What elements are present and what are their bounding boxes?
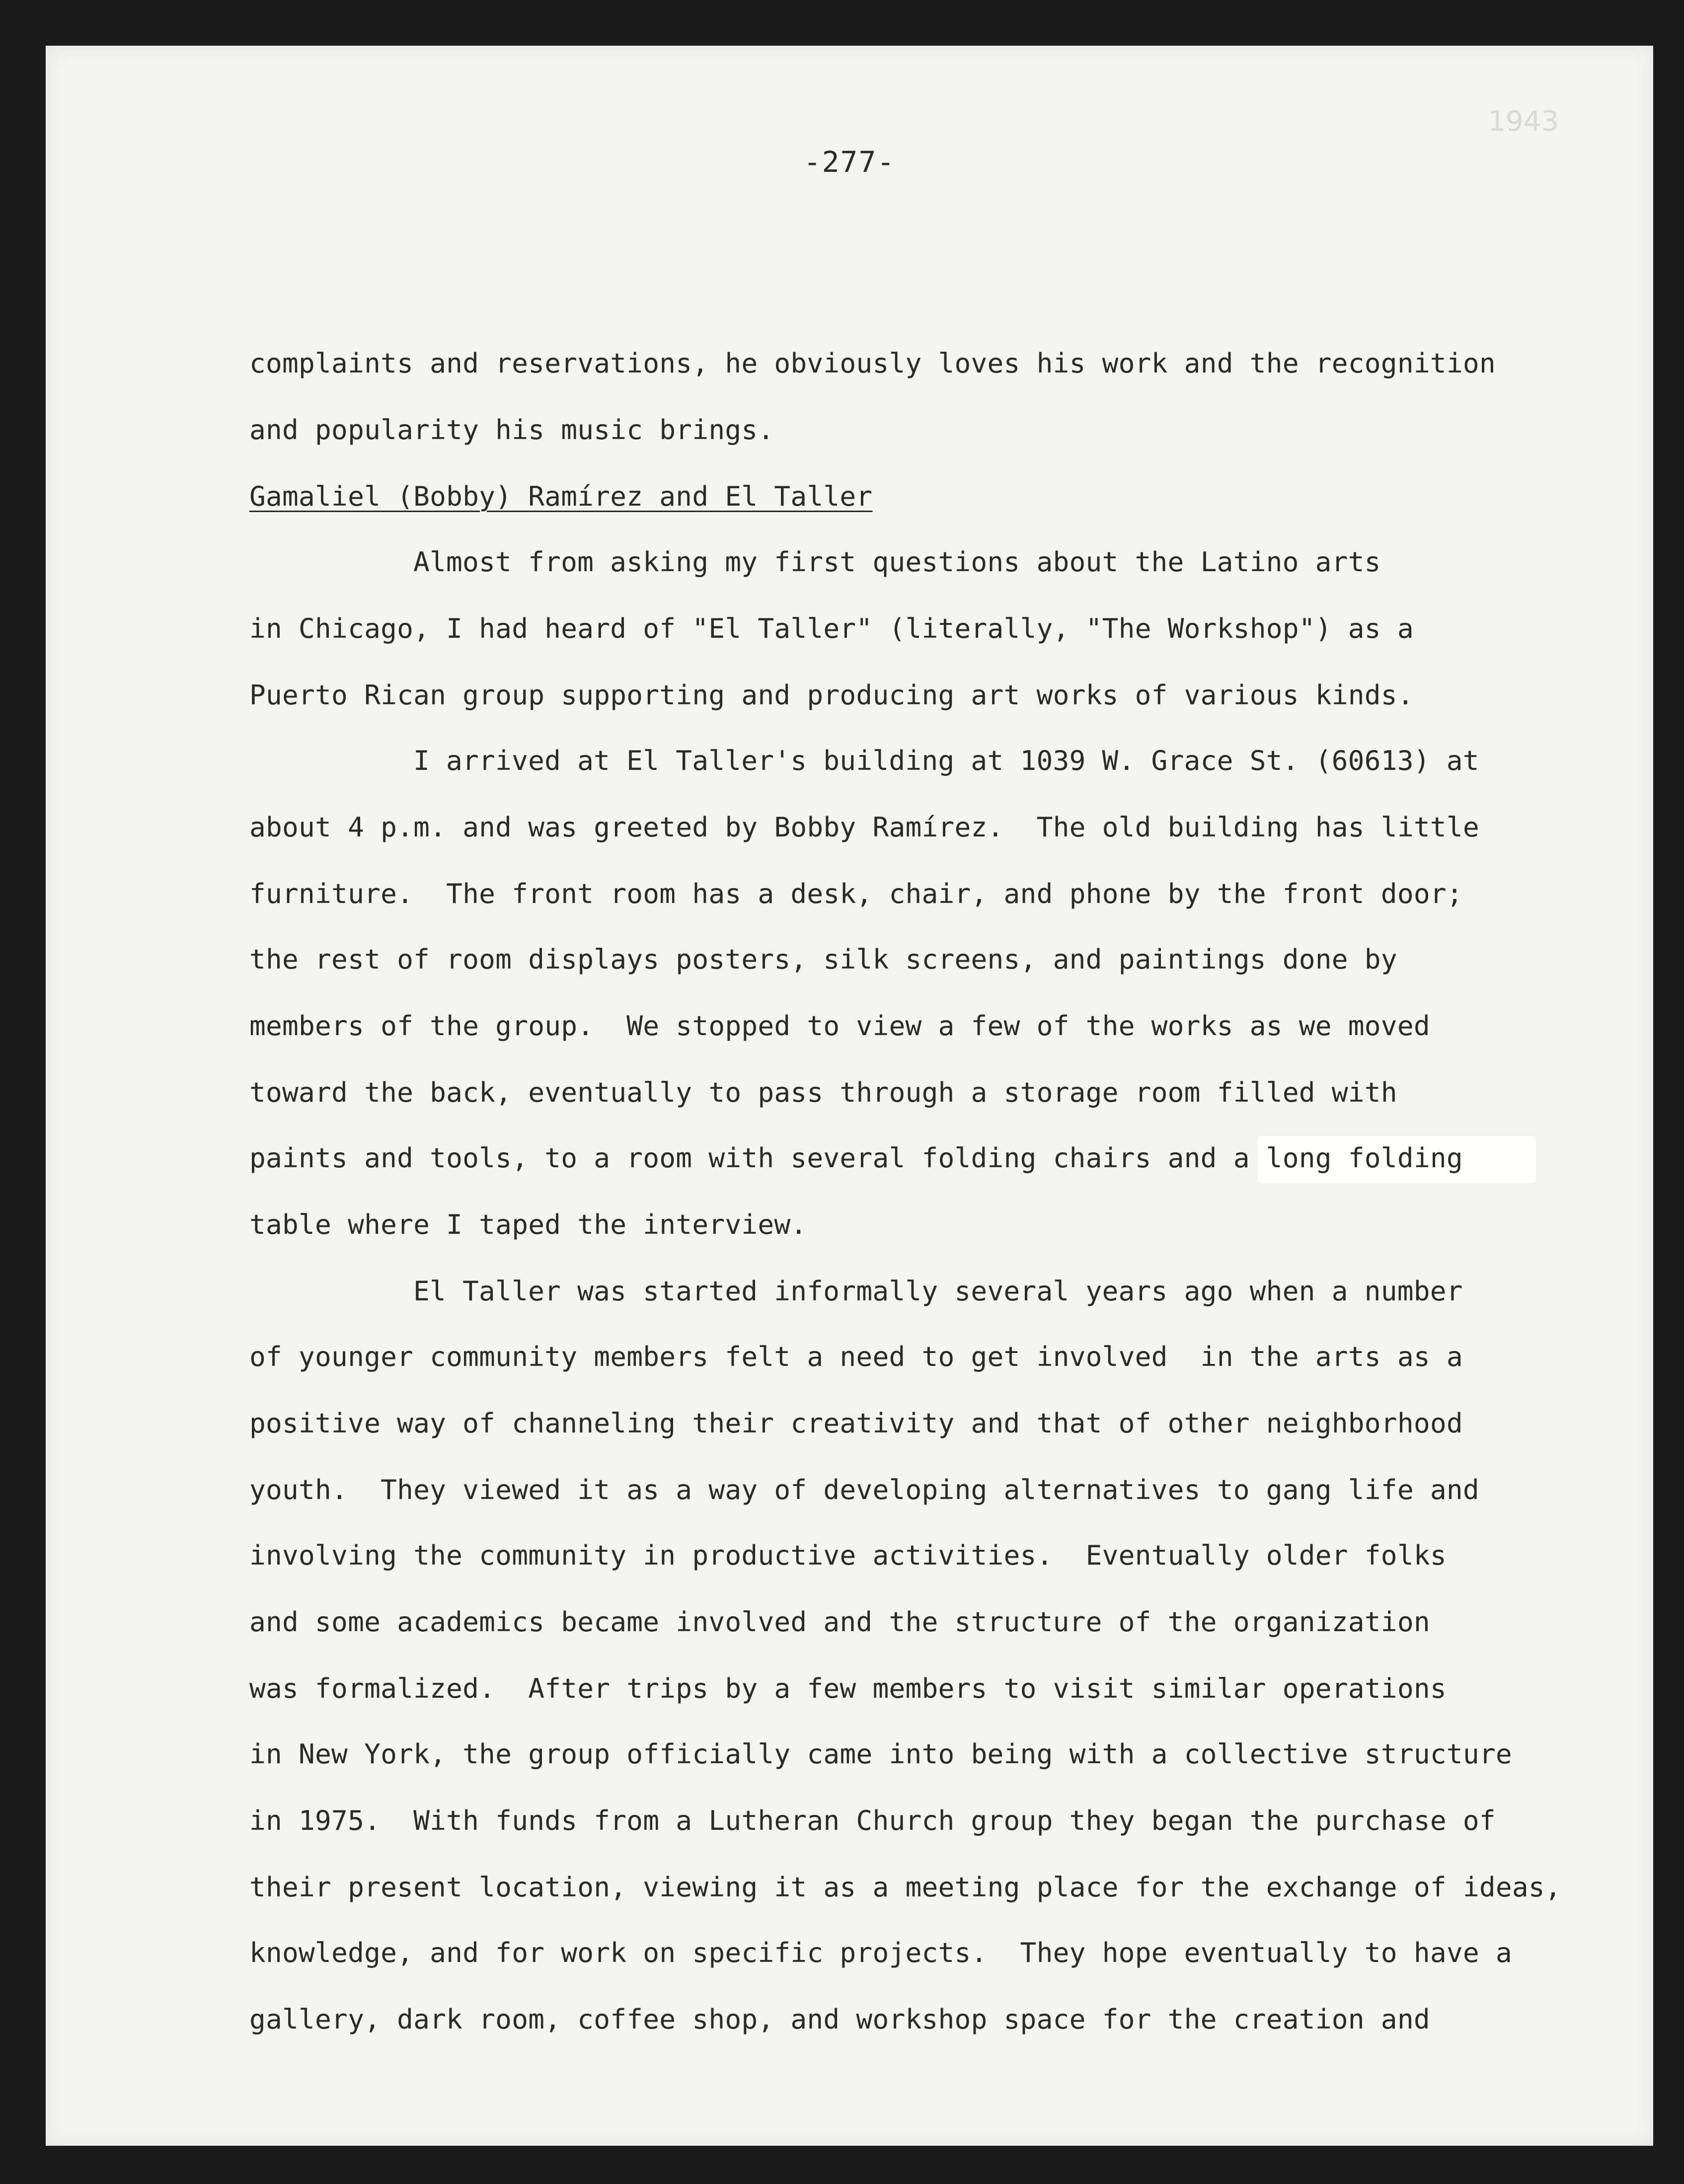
body-line: members of the group. We stopped to view a few of the works as we moved (249, 1010, 1430, 1042)
body-line: their present location, viewing it as a meeting place for the exchange of ideas, (249, 1871, 1561, 1903)
body-line: the rest of room displays posters, silk screens, and paintings done by (249, 943, 1397, 975)
body-line: and popularity his music brings. (249, 414, 774, 446)
body-line: involving the community in productive activities. Eventually older folks (249, 1539, 1447, 1571)
body-line: Puerto Rican group supporting and producing art works of various kinds. (249, 679, 1414, 711)
body-line: in Chicago, I had heard of "El Taller" (literally, "The Workshop") as a (249, 612, 1414, 644)
body-line: gallery, dark room, coffee shop, and workshop space for the creation and (249, 2003, 1430, 2035)
paragraph-first-line: Almost from asking my first questions about the Latino arts (413, 546, 1381, 578)
typewritten-page (46, 46, 1653, 2146)
paragraph-first-line: I arrived at El Taller's building at 1039 W. Grace St. (60613) at (413, 745, 1479, 776)
body-line: was formalized. After trips by a few members to visit similar operations (249, 1672, 1447, 1704)
body-line: about 4 p.m. and was greeted by Bobby Ramírez. The old building has little (249, 811, 1479, 843)
paragraph-first-line: El Taller was started informally several years ago when a number (413, 1275, 1463, 1307)
body-line: furniture. The front room has a desk, chair, and phone by the front door; (249, 878, 1463, 909)
body-line: youth. They viewed it as a way of developing alternatives to gang life and (249, 1474, 1479, 1506)
body-line: table where I taped the interview. (249, 1208, 807, 1240)
body-line: in New York, the group officially came into being with a collective structure (249, 1738, 1512, 1770)
body-line: in 1975. With funds from a Lutheran Church group they began the purchase of (249, 1805, 1496, 1836)
section-heading: Gamaliel (Bobby) Ramírez and El Taller (249, 480, 873, 512)
body-line: positive way of channeling their creativity and that of other neighborhood (249, 1407, 1463, 1439)
body-line: complaints and reservations, he obviously loves his work and the recognition (249, 347, 1496, 379)
body-line: knowledge, and for work on specific projects. They hope eventually to have a (249, 1937, 1512, 1968)
body-line: toward the back, eventually to pass through a storage room filled with (249, 1076, 1397, 1108)
body-line: and some academics became involved and the structure of the organization (249, 1606, 1430, 1638)
page-number: -277- (803, 145, 896, 179)
body-line: of younger community members felt a need to get involved in the arts as a (249, 1341, 1463, 1372)
body-line: paints and tools, to a room with several folding chairs and a long folding (249, 1142, 1463, 1174)
corner-pencil-mark: 1943 (1488, 105, 1559, 138)
